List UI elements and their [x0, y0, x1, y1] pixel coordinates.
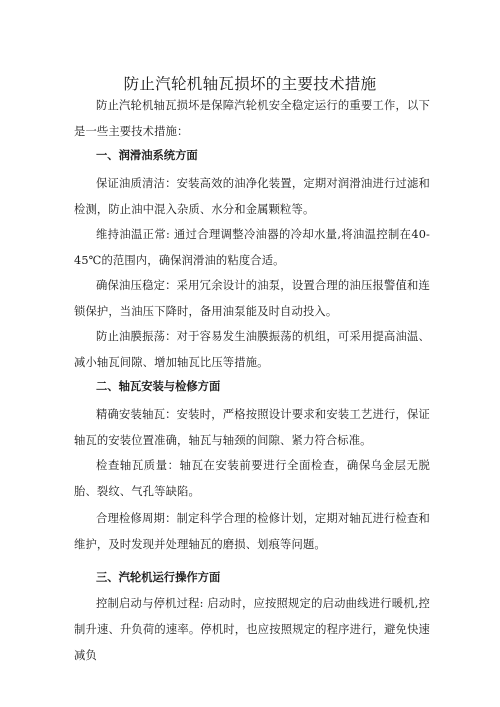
intro-paragraph: 防止汽轮机轴瓦损坏是保障汽轮机安全稳定运行的重要工作，以下是一些主要技术措施：	[74, 99, 430, 138]
section-heading-lubrication: 一、润滑油系统方面	[96, 149, 198, 162]
paragraph-oil-temperature: 维持油温正常: 通过合理调整冷油器的冷却水量,将油温控制在40-45℃的范围内，确保润滑油的粘度合适。	[74, 228, 430, 267]
paragraph-quality-check: 检查轴瓦质量：轴瓦在安装前要进行全面检查，确保乌金层无脱胎、裂纹、气孔等缺陷。	[74, 459, 430, 498]
paragraph-startup-shutdown: 控制启动与停机过程: 启动时，应按照规定的启动曲线进行暖机,控制升速、升负荷的速率。停机时，也应按照规定的程序进行，避免快速减负	[74, 597, 430, 662]
paragraph-oil-pressure: 确保油压稳定：采用冗余设计的油泵，设置合理的油压报警值和连锁保护，当油压下降时，备用油泵能及时自动投入。	[74, 279, 430, 318]
paragraph-oil-cleanliness: 保证油质清洁：安装高效的油净化装置，定期对润滑油进行过滤和检测，防止油中混入杂质、水分和金属颗粒等。	[74, 177, 430, 216]
paragraph-oil-whip: 防止油膜振荡：对于容易发生油膜振荡的机组，可采用提高油温、减小轴瓦间隙、增加轴瓦比压等措施。	[74, 330, 430, 369]
section-heading-operation: 三、汽轮机运行操作方面	[96, 571, 221, 584]
paragraph-maintenance-cycle: 合理检修周期：制定科学合理的检修计划，定期对轴瓦进行检查和维护，及时发现并处理轴瓦的磨损、划痕等问题。	[74, 512, 430, 551]
paragraph-precise-installation: 精确安装轴瓦：安装时，严格按照设计要求和安装工艺进行，保证轴瓦的安装位置准确，轴瓦与轴颈的间隙、紧力符合标准。	[74, 408, 430, 447]
page-title: 防止汽轮机轴瓦损坏的主要技术措施	[123, 75, 377, 94]
section-heading-installation: 二、轴瓦安装与检修方面	[96, 380, 221, 393]
